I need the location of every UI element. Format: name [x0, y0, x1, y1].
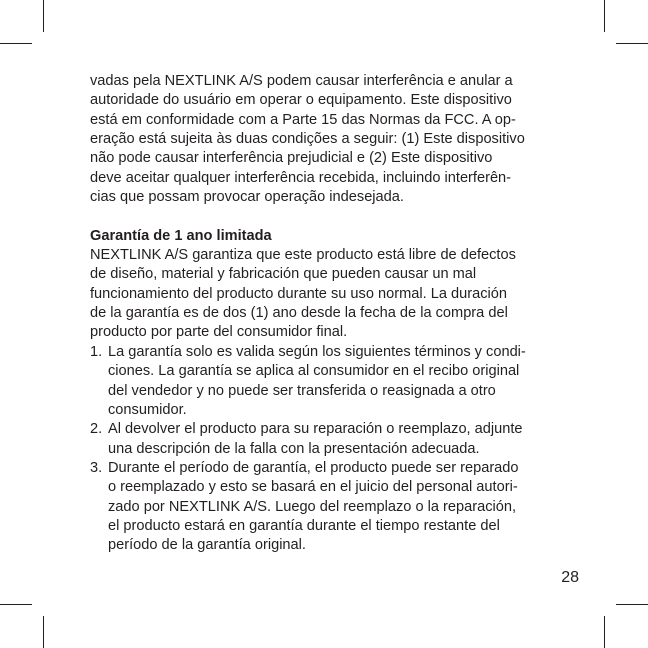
crop-mark-bottom-left-vertical [43, 616, 44, 648]
list-item-line: La garantía solo es valida según los siguientes términos y condi- [108, 343, 526, 360]
warranty-intro-line: producto por parte del consumidor final. [90, 324, 348, 341]
list-item-line: ciones. La garantía se aplica al consumidor en el recibo original [108, 363, 520, 380]
paragraph-line: cias que possam provocar operação indesejada. [90, 189, 404, 206]
list-item-line: consumidor. [108, 401, 187, 418]
crop-mark-top-right-horizontal [616, 43, 648, 44]
list-item-line: Al devolver el producto para su reparación o reemplazo, adjunte [108, 421, 523, 438]
list-item-line: o reemplazado y esto se basará en el juicio del personal autori- [108, 479, 518, 496]
warranty-heading: Garantía de 1 ano limitada [90, 227, 272, 244]
paragraph-line: autoridade do usuário em operar o equipamento. Este dispositivo [90, 92, 512, 109]
warranty-list-item-1 [90, 343, 570, 420]
crop-mark-bottom-right-horizontal [616, 604, 648, 605]
paragraph-spacer [90, 207, 570, 226]
warranty-intro-line: funcionamiento del producto durante su uso normal. La duración [90, 285, 507, 302]
paragraph-line: não pode causar interferência prejudicial e (2) Este dispositivo [90, 150, 493, 167]
portuguese-fcc-paragraph [90, 72, 570, 207]
list-number: 2. [90, 421, 103, 438]
list-number: 1. [90, 343, 103, 360]
paragraph-line: deve aceitar qualquer interferência recebida, incluindo interferên- [90, 169, 512, 186]
list-item-line: Durante el período de garantía, el producto puede ser reparado [108, 459, 519, 476]
warranty-list-item-3 [90, 459, 570, 556]
paragraph-line: eração está sujeita às duas condições a seguir: (1) Este dispositivo [90, 131, 525, 148]
page-number: 28 [561, 569, 579, 586]
paragraph-line: vadas pela NEXTLINK A/S podem causar interferência e anular a [90, 73, 513, 89]
crop-mark-bottom-right-vertical [604, 616, 605, 648]
list-item-line: una descripción de la falla con la presentación adecuada. [108, 440, 480, 457]
warranty-intro-line: de diseño, material y fabricación que pueden causar un mal [90, 266, 477, 283]
list-item-line: zado por NEXTLINK A/S. Luego del reemplazo o la reparación, [108, 498, 517, 515]
crop-mark-top-left-vertical [43, 0, 44, 32]
warranty-intro-line: NEXTLINK A/S garantiza que este producto está libre de defectos [90, 247, 516, 264]
page-body [90, 72, 570, 556]
list-item-line: el producto estará en garantía durante el tiempo restante del [108, 517, 500, 534]
list-number: 3. [90, 459, 103, 476]
list-item-line: período de la garantía original. [108, 537, 306, 554]
warranty-intro-line: de la garantía es de dos (1) ano desde la fecha de la compra del [90, 305, 508, 322]
warranty-section [90, 227, 570, 556]
paragraph-line: está em conformidade com a Parte 15 das Normas da FCC. A op- [90, 111, 516, 128]
crop-mark-top-left-horizontal [0, 43, 32, 44]
crop-mark-top-right-vertical [604, 0, 605, 32]
list-item-line: del vendedor y no puede ser transferida o reasignada a otro [108, 382, 496, 399]
crop-mark-bottom-left-horizontal [0, 604, 32, 605]
warranty-list-item-2 [90, 420, 570, 459]
